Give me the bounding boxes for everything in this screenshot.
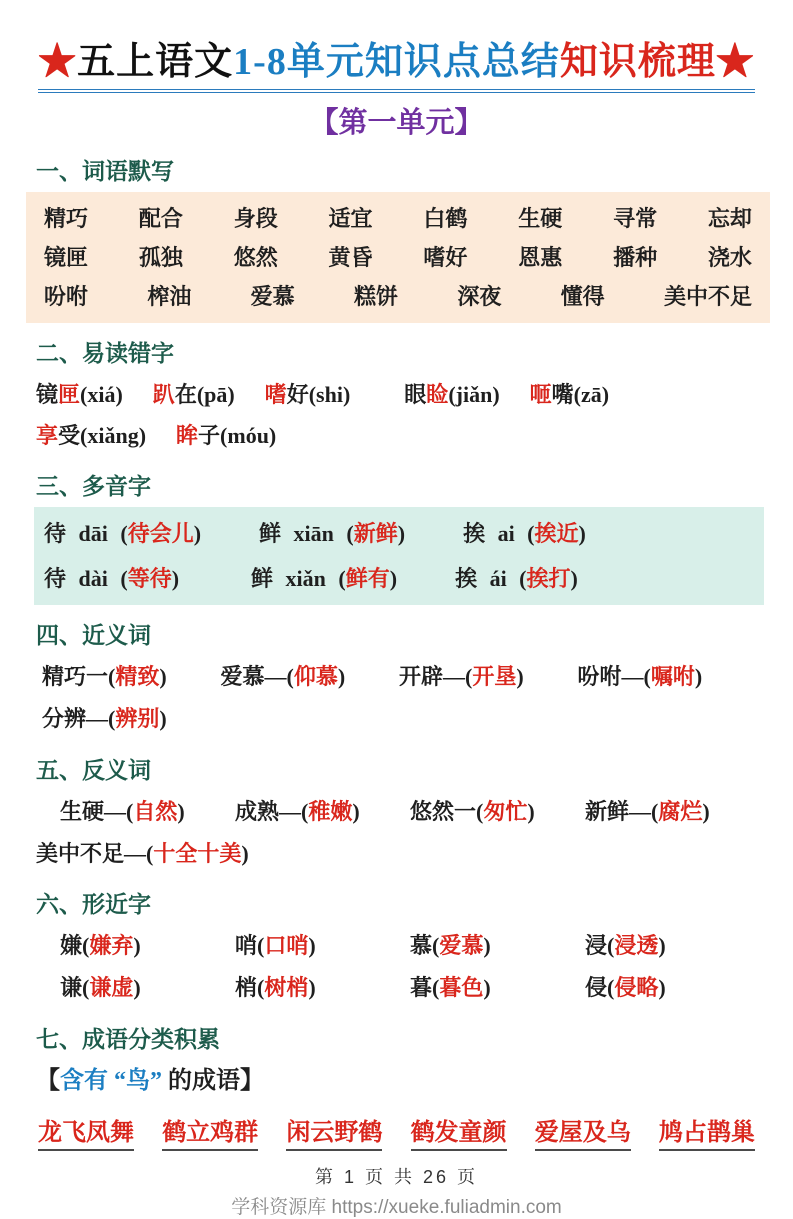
item-red: 匣 xyxy=(58,381,81,407)
idiom: 鸠占鹊巢 xyxy=(659,1112,755,1151)
word: 寻常 xyxy=(613,205,658,231)
item-pre: 挨 ai ( xyxy=(463,520,535,546)
word-dictation-box xyxy=(26,192,770,323)
item-pre: 新鲜—( xyxy=(585,798,659,824)
antonym-item xyxy=(410,791,585,833)
antonym-item xyxy=(585,791,760,833)
idiom-row xyxy=(38,1112,755,1151)
item-post: ) xyxy=(483,974,491,1000)
word: 孤独 xyxy=(138,244,183,270)
similar-char-item xyxy=(60,925,235,967)
item-pre: 美中不足—( xyxy=(36,840,154,866)
item-red: 嫌弃 xyxy=(89,932,134,958)
unit-subtitle: 【第一单元】 xyxy=(309,106,484,139)
item-pre: 待 dài ( xyxy=(44,565,128,591)
item-post: ) xyxy=(177,798,185,824)
item-post: ) xyxy=(483,932,491,958)
item-pre: 侵( xyxy=(585,974,615,1000)
item-post: ) xyxy=(133,974,141,1000)
item-red: 鲜有 xyxy=(345,565,390,591)
item-post: ) xyxy=(308,974,316,1000)
section-heading-polyphonic: 三、多音字 xyxy=(36,473,151,499)
title-part-red: 知识梳理 xyxy=(559,41,716,83)
polyphonic-item xyxy=(44,511,201,556)
idiom-category-line xyxy=(36,1060,793,1102)
similar-char-row xyxy=(60,925,760,967)
misread-line xyxy=(36,374,793,415)
item-post: ) xyxy=(133,932,141,958)
similar-char-item xyxy=(235,967,410,1009)
word: 适宜 xyxy=(328,205,373,231)
item-pre: 成熟—( xyxy=(235,798,309,824)
word: 嗜好 xyxy=(423,244,468,270)
item-post: ) xyxy=(337,663,346,689)
item-post: 在(pā) xyxy=(174,381,235,407)
item-post: ) xyxy=(159,663,167,689)
item-red: 谦虚 xyxy=(89,974,134,1000)
word: 精巧 xyxy=(44,205,89,231)
similar-char-item xyxy=(585,967,760,1009)
section-heading-synonyms: 四、近义词 xyxy=(36,622,151,648)
item-post: ) xyxy=(694,663,703,689)
section-heading-similar-chars: 六、形近字 xyxy=(36,891,151,917)
item-post: 好(shi) xyxy=(286,381,351,407)
word: 糕饼 xyxy=(353,283,398,309)
section-heading-antonyms: 五、反义词 xyxy=(36,757,151,783)
antonym-item xyxy=(235,791,410,833)
item-red: 挨打 xyxy=(526,565,571,591)
item-red: 树梢 xyxy=(264,974,309,1000)
similar-char-item xyxy=(410,925,585,967)
polyphonic-item xyxy=(455,556,578,601)
section-heading-misread-chars: 二、易读错字 xyxy=(36,340,174,366)
antonym-row xyxy=(36,833,793,874)
misread-item xyxy=(153,374,235,415)
item-pre: 鲜 xiǎn ( xyxy=(251,565,346,591)
item-post: ) xyxy=(397,520,406,546)
title-part-blue: 1-8单元知识点总结 xyxy=(233,41,560,83)
item-red: 睑 xyxy=(426,381,449,407)
item-red: 侵略 xyxy=(614,974,659,1000)
item-post: ) xyxy=(570,565,578,591)
word: 爱慕 xyxy=(250,283,295,309)
idiom: 龙飞凤舞 xyxy=(38,1112,134,1151)
synonym-item xyxy=(399,656,578,698)
item-pre: 哨( xyxy=(235,932,265,958)
item-pre: 镜 xyxy=(36,381,59,407)
item-pre: 挨 ái ( xyxy=(455,565,527,591)
polyphonic-item xyxy=(259,511,405,556)
item-red: 等待 xyxy=(127,565,172,591)
item-red: 爱慕 xyxy=(439,932,484,958)
misread-item xyxy=(176,415,276,456)
word: 配合 xyxy=(138,205,183,231)
item-red: 十全十美 xyxy=(153,840,242,866)
item-red: 新鲜 xyxy=(353,520,398,546)
polyphonic-item xyxy=(463,511,586,556)
idiom: 闲云野鹤 xyxy=(286,1112,382,1151)
similar-char-item xyxy=(410,967,585,1009)
section-heading-idioms: 七、成语分类积累 xyxy=(36,1026,220,1052)
polyphonic-item xyxy=(251,556,397,601)
item-post: (xiá) xyxy=(80,381,123,407)
item-red: 嗜 xyxy=(264,381,287,407)
category-keyword: 含有 “鸟” xyxy=(60,1067,162,1094)
item-pre: 鲜 xiān ( xyxy=(259,520,354,546)
misread-item xyxy=(265,374,351,415)
item-pre: 梢( xyxy=(235,974,265,1000)
section-heading-word-dictation: 一、词语默写 xyxy=(36,158,174,184)
word: 懂得 xyxy=(560,283,605,309)
item-red: 待会儿 xyxy=(127,520,194,546)
item-red: 自然 xyxy=(133,798,178,824)
item-red: 仰慕 xyxy=(293,663,338,689)
item-red: 开垦 xyxy=(472,663,517,689)
item-post: ) xyxy=(527,798,535,824)
misread-line xyxy=(36,415,793,456)
item-pre: 眼 xyxy=(404,381,427,407)
similar-char-row xyxy=(60,967,760,1009)
title-star-right: ★ xyxy=(715,41,755,83)
item-red: 腐烂 xyxy=(658,798,703,824)
antonym-item xyxy=(60,791,235,833)
word: 白鹤 xyxy=(423,205,468,231)
page-title xyxy=(38,40,755,93)
item-post: ) xyxy=(352,798,360,824)
item-pre: 分辨—( xyxy=(42,705,116,731)
item-post: ) xyxy=(658,932,666,958)
word: 黄昏 xyxy=(328,244,373,270)
antonym-item xyxy=(36,833,249,874)
word: 浇水 xyxy=(707,244,752,270)
misread-item xyxy=(530,374,609,415)
similar-char-item xyxy=(60,967,235,1009)
item-red: 眸 xyxy=(176,422,199,448)
polyphonic-row xyxy=(44,511,754,556)
idiom: 鹤立鸡群 xyxy=(162,1112,258,1151)
source-link[interactable]: 学科资源库 https://xueke.fuliadmin.com xyxy=(231,1196,562,1218)
polyphonic-item xyxy=(44,556,179,601)
item-pre: 慕( xyxy=(410,932,440,958)
item-post: 嘴(zā) xyxy=(551,381,610,407)
item-pre: 吩咐—( xyxy=(577,663,651,689)
similar-char-item xyxy=(235,925,410,967)
word: 恩惠 xyxy=(518,244,563,270)
item-pre: 悠然一( xyxy=(410,798,484,824)
item-pre: 浸( xyxy=(585,932,615,958)
item-post: ) xyxy=(389,565,398,591)
category-pre: 【 xyxy=(36,1067,60,1094)
misread-item xyxy=(36,374,123,415)
polyphonic-box xyxy=(34,507,764,605)
word: 吩咐 xyxy=(44,283,89,309)
page-number: 第 1 页 共 26 页 xyxy=(314,1166,479,1187)
misread-item xyxy=(404,374,499,415)
item-pre: 待 dāi ( xyxy=(44,520,128,546)
item-red: 匆忙 xyxy=(483,798,528,824)
word: 深夜 xyxy=(457,283,502,309)
synonym-row xyxy=(42,698,756,740)
word: 身段 xyxy=(233,205,278,231)
item-post: ) xyxy=(193,520,202,546)
synonym-item xyxy=(221,656,400,698)
word: 生硬 xyxy=(518,205,563,231)
item-pre: 开辟—( xyxy=(399,663,473,689)
item-post: 受(xiǎng) xyxy=(58,422,147,448)
title-block xyxy=(0,0,793,141)
misread-item xyxy=(36,415,146,456)
item-red: 精致 xyxy=(115,663,160,689)
item-red: 辨别 xyxy=(115,705,160,731)
item-red: 口哨 xyxy=(264,932,309,958)
item-post: 子(móu) xyxy=(198,422,277,448)
item-post: ) xyxy=(241,840,249,866)
antonym-row xyxy=(60,791,760,833)
idiom: 鹤发童颜 xyxy=(411,1112,507,1151)
item-post: (jiǎn) xyxy=(448,381,500,407)
item-post: ) xyxy=(159,705,167,731)
item-red: 挨近 xyxy=(534,520,579,546)
item-pre: 暮( xyxy=(410,974,440,1000)
item-red: 暮色 xyxy=(439,974,484,1000)
title-star-left: ★ xyxy=(38,41,78,83)
item-pre: 嫌( xyxy=(60,932,90,958)
synonym-item xyxy=(42,698,221,740)
item-red: 浸透 xyxy=(614,932,659,958)
word: 美中不足 xyxy=(663,283,752,309)
word: 镜匣 xyxy=(44,244,89,270)
word-row xyxy=(44,199,752,238)
word: 悠然 xyxy=(233,244,278,270)
item-post: ) xyxy=(658,974,666,1000)
item-red: 享 xyxy=(36,422,59,448)
word: 榨油 xyxy=(147,283,192,309)
item-red: 趴 xyxy=(152,381,175,407)
item-post: ) xyxy=(308,932,316,958)
synonym-row xyxy=(42,656,756,698)
item-red: 稚嫩 xyxy=(308,798,353,824)
item-pre: 谦( xyxy=(60,974,90,1000)
word: 忘却 xyxy=(707,205,752,231)
item-pre: 精巧一( xyxy=(42,663,116,689)
word-row xyxy=(44,277,752,316)
item-pre: 爱慕—( xyxy=(220,663,294,689)
word: 播种 xyxy=(613,244,658,270)
item-post: ) xyxy=(702,798,710,824)
item-post: ) xyxy=(171,565,180,591)
item-post: ) xyxy=(578,520,586,546)
category-post: 的成语】 xyxy=(162,1067,264,1094)
synonym-item xyxy=(578,656,757,698)
polyphonic-row xyxy=(44,556,754,601)
item-red: 嘱咐 xyxy=(650,663,695,689)
word-row xyxy=(44,238,752,277)
similar-char-item xyxy=(585,925,760,967)
title-part-black: 五上语文 xyxy=(77,41,234,83)
item-pre: 生硬—( xyxy=(60,798,134,824)
idiom: 爱屋及乌 xyxy=(535,1112,631,1151)
synonym-item xyxy=(42,656,221,698)
item-red: 咂 xyxy=(529,381,552,407)
item-post: ) xyxy=(516,663,524,689)
